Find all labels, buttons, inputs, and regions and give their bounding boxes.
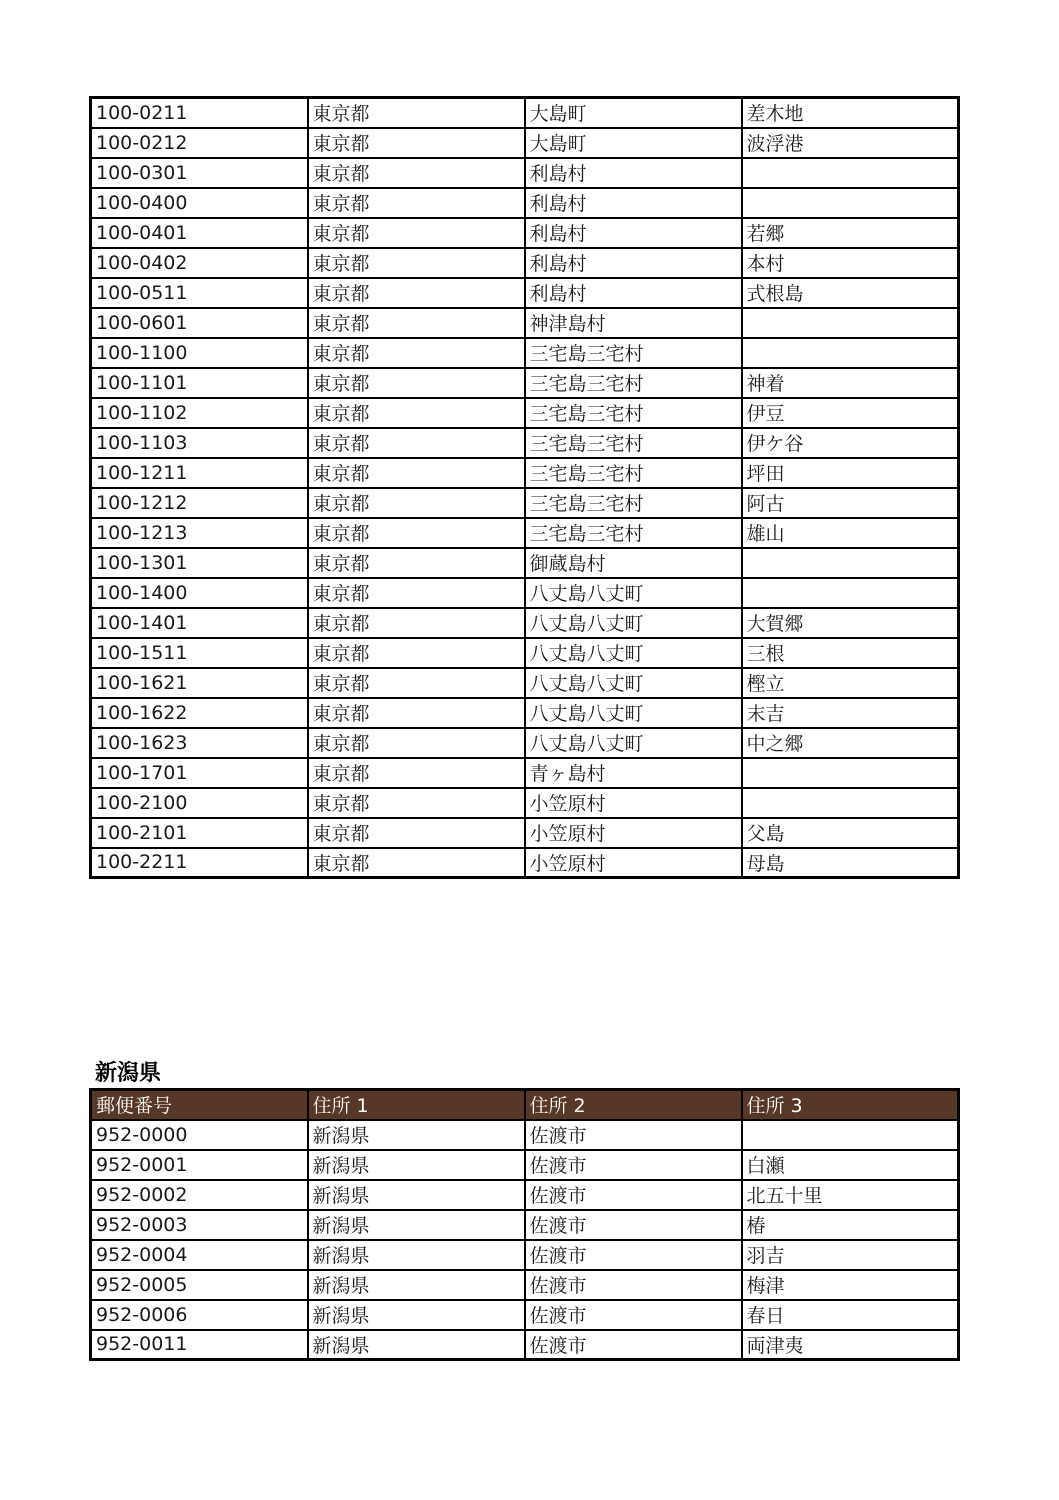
cell-postal-code: 100-0401	[91, 218, 308, 248]
cell-address-2: 佐渡市	[525, 1210, 742, 1240]
cell-address-1: 東京都	[308, 98, 525, 128]
cell-address-3: 梅津	[742, 1270, 959, 1300]
cell-address-3: 大賀郷	[742, 608, 959, 638]
cell-postal-code: 100-1623	[91, 728, 308, 758]
cell-address-2: 三宅島三宅村	[525, 368, 742, 398]
cell-address-3: 母島	[742, 848, 959, 878]
table-row	[91, 848, 959, 878]
cell-address-2: 三宅島三宅村	[525, 518, 742, 548]
cell-address-2: 八丈島八丈町	[525, 728, 742, 758]
cell-postal-code: 100-1101	[91, 368, 308, 398]
tokyo-table-body	[91, 98, 959, 878]
niigata-table-header	[91, 1090, 959, 1120]
cell-address-3: 式根島	[742, 278, 959, 308]
cell-address-1: 新潟県	[308, 1240, 525, 1270]
table-row	[91, 128, 959, 158]
cell-address-1: 新潟県	[308, 1270, 525, 1300]
cell-address-1: 東京都	[308, 728, 525, 758]
table-row	[91, 218, 959, 248]
cell-address-2: 八丈島八丈町	[525, 608, 742, 638]
cell-address-3: 伊豆	[742, 398, 959, 428]
cell-postal-code: 100-1103	[91, 428, 308, 458]
cell-address-1: 新潟県	[308, 1210, 525, 1240]
cell-postal-code: 100-1622	[91, 698, 308, 728]
table-row	[91, 788, 959, 818]
header-address-3: 住所 3	[742, 1090, 959, 1120]
table-row	[91, 368, 959, 398]
cell-address-2: 三宅島三宅村	[525, 428, 742, 458]
cell-postal-code: 100-0402	[91, 248, 308, 278]
table-row	[91, 458, 959, 488]
cell-address-3: 雄山	[742, 518, 959, 548]
niigata-postal-table	[89, 1088, 960, 1361]
cell-address-3	[742, 158, 959, 188]
cell-address-1: 東京都	[308, 488, 525, 518]
cell-address-3: 父島	[742, 818, 959, 848]
cell-address-3: 坪田	[742, 458, 959, 488]
cell-address-2: 大島町	[525, 98, 742, 128]
cell-address-3: 椿	[742, 1210, 959, 1240]
cell-address-2: 三宅島三宅村	[525, 488, 742, 518]
cell-address-1: 東京都	[308, 428, 525, 458]
cell-address-3: 神着	[742, 368, 959, 398]
table-row	[91, 1330, 959, 1360]
table-row	[91, 1180, 959, 1210]
cell-address-2: 佐渡市	[525, 1180, 742, 1210]
cell-address-1: 新潟県	[308, 1120, 525, 1150]
cell-address-2: 小笠原村	[525, 848, 742, 878]
table-row	[91, 728, 959, 758]
table-row	[91, 638, 959, 668]
cell-postal-code: 100-1701	[91, 758, 308, 788]
cell-postal-code: 952-0001	[91, 1150, 308, 1180]
cell-address-1: 東京都	[308, 758, 525, 788]
cell-address-2: 三宅島三宅村	[525, 458, 742, 488]
cell-address-3: 末吉	[742, 698, 959, 728]
cell-address-2: 利島村	[525, 158, 742, 188]
cell-address-3: 三根	[742, 638, 959, 668]
cell-postal-code: 952-0004	[91, 1240, 308, 1270]
cell-postal-code: 100-1621	[91, 668, 308, 698]
cell-address-3: 両津夷	[742, 1330, 959, 1360]
cell-postal-code: 100-1213	[91, 518, 308, 548]
cell-postal-code: 100-1212	[91, 488, 308, 518]
cell-address-2: 小笠原村	[525, 788, 742, 818]
cell-address-3: 阿古	[742, 488, 959, 518]
cell-address-1: 東京都	[308, 368, 525, 398]
cell-address-3: 若郷	[742, 218, 959, 248]
cell-address-2: 佐渡市	[525, 1270, 742, 1300]
cell-address-2: 佐渡市	[525, 1300, 742, 1330]
cell-address-1: 東京都	[308, 248, 525, 278]
table-row	[91, 758, 959, 788]
table-row	[91, 278, 959, 308]
table-row	[91, 1240, 959, 1270]
cell-postal-code: 952-0002	[91, 1180, 308, 1210]
cell-address-2: 八丈島八丈町	[525, 638, 742, 668]
table-row	[91, 608, 959, 638]
cell-postal-code: 100-0301	[91, 158, 308, 188]
cell-address-1: 新潟県	[308, 1330, 525, 1360]
cell-address-3	[742, 188, 959, 218]
cell-address-1: 東京都	[308, 158, 525, 188]
cell-address-3	[742, 338, 959, 368]
cell-address-2: 佐渡市	[525, 1120, 742, 1150]
cell-address-2: 利島村	[525, 218, 742, 248]
table-row	[91, 1270, 959, 1300]
cell-address-2: 御蔵島村	[525, 548, 742, 578]
cell-postal-code: 952-0011	[91, 1330, 308, 1360]
cell-address-1: 東京都	[308, 458, 525, 488]
cell-address-1: 東京都	[308, 638, 525, 668]
table-row	[91, 428, 959, 458]
cell-address-3: 樫立	[742, 668, 959, 698]
table-row	[91, 518, 959, 548]
cell-address-1: 東京都	[308, 578, 525, 608]
cell-address-2: 三宅島三宅村	[525, 398, 742, 428]
table-row	[91, 248, 959, 278]
cell-address-3: 波浮港	[742, 128, 959, 158]
cell-address-1: 新潟県	[308, 1150, 525, 1180]
cell-address-3	[742, 578, 959, 608]
cell-postal-code: 100-1511	[91, 638, 308, 668]
header-address-2: 住所 2	[525, 1090, 742, 1120]
table-row	[91, 158, 959, 188]
table-row	[91, 668, 959, 698]
cell-address-3	[742, 788, 959, 818]
table-row	[91, 818, 959, 848]
cell-address-2: 佐渡市	[525, 1330, 742, 1360]
table-row	[91, 578, 959, 608]
table-row	[91, 698, 959, 728]
niigata-table-body	[91, 1120, 959, 1360]
section-title-niigata: 新潟県	[95, 1061, 162, 1086]
cell-address-2: 青ヶ島村	[525, 758, 742, 788]
tokyo-postal-table	[89, 96, 960, 879]
cell-address-3: 白瀬	[742, 1150, 959, 1180]
cell-postal-code: 100-2100	[91, 788, 308, 818]
cell-address-3: 差木地	[742, 98, 959, 128]
cell-address-3: 春日	[742, 1300, 959, 1330]
cell-postal-code: 952-0000	[91, 1120, 308, 1150]
cell-postal-code: 100-1301	[91, 548, 308, 578]
cell-address-2: 八丈島八丈町	[525, 698, 742, 728]
cell-address-2: 小笠原村	[525, 818, 742, 848]
cell-postal-code: 100-1211	[91, 458, 308, 488]
cell-address-3: 中之郷	[742, 728, 959, 758]
cell-address-2: 神津島村	[525, 308, 742, 338]
cell-postal-code: 100-1401	[91, 608, 308, 638]
table-row	[91, 548, 959, 578]
cell-postal-code: 100-0511	[91, 278, 308, 308]
cell-address-1: 東京都	[308, 698, 525, 728]
table-row	[91, 1120, 959, 1150]
cell-address-2: 利島村	[525, 188, 742, 218]
cell-address-1: 東京都	[308, 128, 525, 158]
cell-postal-code: 952-0003	[91, 1210, 308, 1240]
cell-postal-code: 100-2101	[91, 818, 308, 848]
cell-address-1: 東京都	[308, 818, 525, 848]
cell-address-2: 八丈島八丈町	[525, 578, 742, 608]
cell-address-1: 東京都	[308, 518, 525, 548]
table-row	[91, 98, 959, 128]
cell-address-1: 東京都	[308, 848, 525, 878]
cell-postal-code: 100-0601	[91, 308, 308, 338]
cell-address-1: 新潟県	[308, 1180, 525, 1210]
table-row	[91, 1150, 959, 1180]
cell-address-2: 佐渡市	[525, 1240, 742, 1270]
cell-address-3: 伊ケ谷	[742, 428, 959, 458]
cell-address-1: 東京都	[308, 218, 525, 248]
header-postal-code: 郵便番号	[91, 1090, 308, 1120]
cell-address-3	[742, 758, 959, 788]
cell-address-1: 東京都	[308, 548, 525, 578]
table-row	[91, 398, 959, 428]
cell-address-3	[742, 308, 959, 338]
cell-address-1: 東京都	[308, 398, 525, 428]
cell-address-1: 東京都	[308, 608, 525, 638]
table-row	[91, 338, 959, 368]
cell-postal-code: 952-0005	[91, 1270, 308, 1300]
cell-address-2: 大島町	[525, 128, 742, 158]
cell-address-3: 本村	[742, 248, 959, 278]
table-row	[91, 308, 959, 338]
cell-address-1: 東京都	[308, 188, 525, 218]
table-row	[91, 188, 959, 218]
header-row	[91, 1090, 959, 1120]
cell-postal-code: 952-0006	[91, 1300, 308, 1330]
cell-address-2: 八丈島八丈町	[525, 668, 742, 698]
cell-address-1: 東京都	[308, 308, 525, 338]
cell-postal-code: 100-0212	[91, 128, 308, 158]
cell-postal-code: 100-0211	[91, 98, 308, 128]
cell-address-3: 羽吉	[742, 1240, 959, 1270]
cell-address-2: 利島村	[525, 278, 742, 308]
table-row	[91, 1300, 959, 1330]
cell-address-2: 利島村	[525, 248, 742, 278]
cell-address-1: 新潟県	[308, 1300, 525, 1330]
table-row	[91, 1210, 959, 1240]
cell-address-2: 三宅島三宅村	[525, 338, 742, 368]
cell-address-2: 佐渡市	[525, 1150, 742, 1180]
table-row	[91, 488, 959, 518]
cell-address-1: 東京都	[308, 788, 525, 818]
cell-postal-code: 100-1400	[91, 578, 308, 608]
cell-address-3	[742, 1120, 959, 1150]
cell-address-3: 北五十里	[742, 1180, 959, 1210]
cell-address-3	[742, 548, 959, 578]
cell-postal-code: 100-1100	[91, 338, 308, 368]
header-address-1: 住所 1	[308, 1090, 525, 1120]
cell-postal-code: 100-2211	[91, 848, 308, 878]
cell-postal-code: 100-1102	[91, 398, 308, 428]
cell-address-1: 東京都	[308, 338, 525, 368]
cell-postal-code: 100-0400	[91, 188, 308, 218]
cell-address-1: 東京都	[308, 668, 525, 698]
cell-address-1: 東京都	[308, 278, 525, 308]
